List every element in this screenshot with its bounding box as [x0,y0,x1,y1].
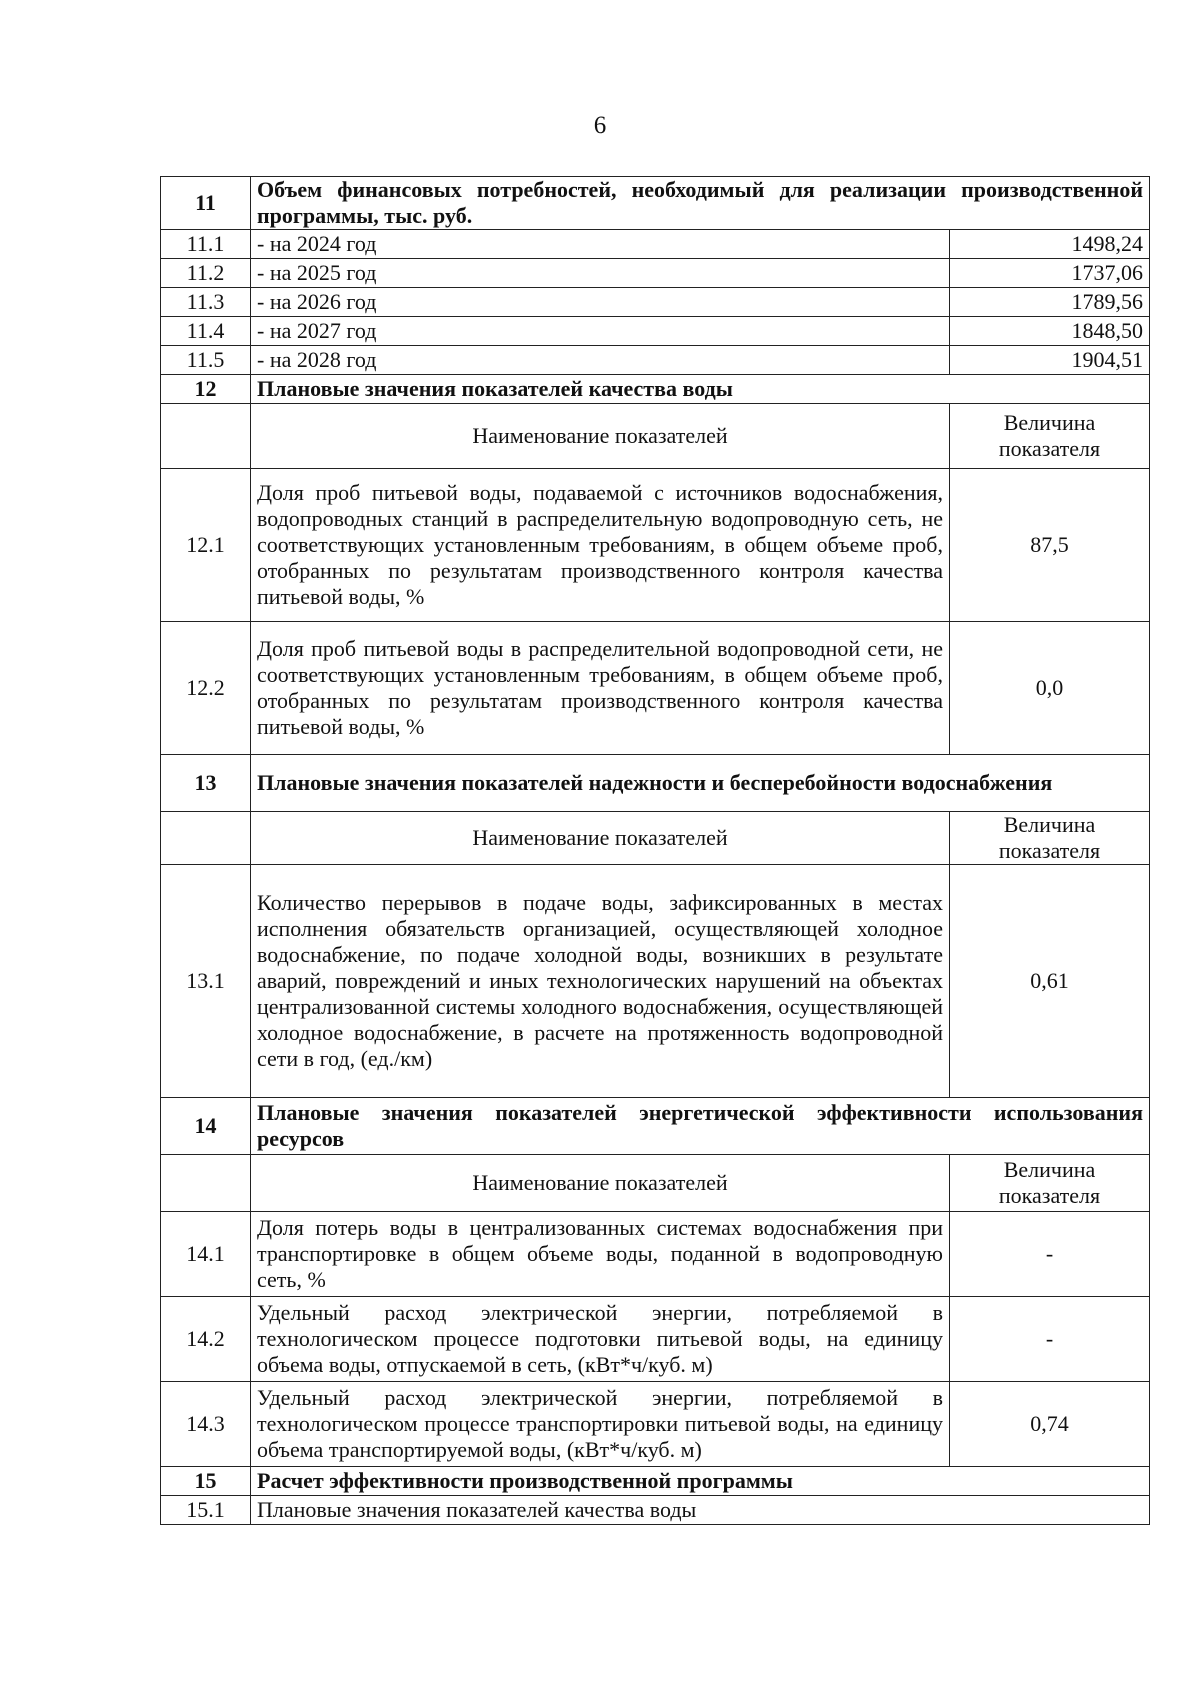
row-value: 1904,51 [950,346,1150,375]
column-header-name: Наименование показателей [251,1155,950,1212]
section-number: 15 [161,1467,251,1496]
row-label: Доля потерь воды в централизованных системах водоснабжения при транспортировке в общем объеме воды, поданной в водопроводную сеть, % [251,1212,950,1297]
table-row [161,1212,1150,1297]
row-number: 13.1 [161,865,251,1098]
table-row [161,230,1150,259]
row-number: 12.2 [161,622,251,755]
row-label: Доля проб питьевой воды в распределительной водопроводной сети, не соответствующих установленным требованиям, в общем объеме проб, отобранных по результатам производственного контроля качества питьевой воды, % [251,622,950,755]
section-title: Плановые значения показателей качества воды [251,375,1150,404]
column-header-row [161,404,1150,469]
table-row [161,1382,1150,1467]
section-number: 14 [161,1098,251,1155]
empty-cell [161,1155,251,1212]
row-number: 14.3 [161,1382,251,1467]
row-value: - [950,1212,1150,1297]
section-number: 11 [161,177,251,230]
section-title: Объем финансовых потребностей, необходимый для реализации производственной программы, тыс. руб. [251,177,1150,230]
row-number: 11.5 [161,346,251,375]
row-label: Удельный расход электрической энергии, потребляемой в технологическом процессе подготовки питьевой воды, на единицу объема воды, отпускаемой в сеть, (кВт*ч/куб. м) [251,1297,950,1382]
row-label: - на 2027 год [251,317,950,346]
empty-cell [161,404,251,469]
row-value: 87,5 [950,469,1150,622]
row-number: 15.1 [161,1496,251,1525]
section-15-header-row [161,1467,1150,1496]
row-label: Плановые значения показателей качества воды [251,1496,1150,1525]
row-number: 11.1 [161,230,251,259]
row-value: 1737,06 [950,259,1150,288]
row-label: - на 2028 год [251,346,950,375]
production-program-table [160,176,1150,1525]
row-label: Доля проб питьевой воды, подаваемой с источников водоснабжения, водопроводных станций в распределительную водопроводную сеть, не соответствующих установленным требованиям, в общем объеме проб, отобранных по результатам производственного контроля качества питьевой воды, % [251,469,950,622]
column-header-value: Величина показателя [950,404,1150,469]
table-row [161,1496,1150,1525]
row-label: - на 2024 год [251,230,950,259]
row-number: 11.3 [161,288,251,317]
row-number: 12.1 [161,469,251,622]
table-row [161,469,1150,622]
table-row [161,346,1150,375]
row-label: Количество перерывов в подаче воды, зафиксированных в местах исполнения обязательств организацией, осуществляющей холодное водоснабжение, по подаче холодной воды, возникших в результате аварий, повреждений и иных технологических нарушений на объектах централизованной системы холодного водоснабжения, осуществляющей холодное водоснабжение, в расчете на протяженность водопроводной сети в год, (ед./км) [251,865,950,1098]
row-label: Удельный расход электрической энергии, потребляемой в технологическом процессе транспортировки питьевой воды, на единицу объема транспортируемой воды, (кВт*ч/куб. м) [251,1382,950,1467]
page-number: 6 [593,112,607,139]
column-header-value: Величина показателя [950,812,1150,865]
section-14-header-row [161,1098,1150,1155]
row-label: - на 2025 год [251,259,950,288]
row-value: 0,61 [950,865,1150,1098]
row-value: 0,0 [950,622,1150,755]
table-row [161,259,1150,288]
section-11-header-row [161,177,1150,230]
section-title: Расчет эффективности производственной программы [251,1467,1150,1496]
column-header-name: Наименование показателей [251,404,950,469]
section-number: 12 [161,375,251,404]
table-row [161,1297,1150,1382]
section-12-header-row [161,375,1150,404]
row-label: - на 2026 год [251,288,950,317]
row-value: 0,74 [950,1382,1150,1467]
section-title: Плановые значения показателей надежности и бесперебойности водоснабжения [251,755,1150,812]
row-value: 1789,56 [950,288,1150,317]
empty-cell [161,812,251,865]
row-number: 11.2 [161,259,251,288]
table-row [161,865,1150,1098]
section-number: 13 [161,755,251,812]
section-13-header-row [161,755,1150,812]
row-number: 11.4 [161,317,251,346]
section-title: Плановые значения показателей энергетической эффективности использования ресурсов [251,1098,1150,1155]
column-header-value: Величина показателя [950,1155,1150,1212]
row-number: 14.2 [161,1297,251,1382]
row-value: 1498,24 [950,230,1150,259]
column-header-name: Наименование показателей [251,812,950,865]
table-row [161,622,1150,755]
table-row [161,288,1150,317]
column-header-row [161,1155,1150,1212]
row-number: 14.1 [161,1212,251,1297]
row-value: 1848,50 [950,317,1150,346]
table-row [161,317,1150,346]
column-header-row [161,812,1150,865]
row-value: - [950,1297,1150,1382]
